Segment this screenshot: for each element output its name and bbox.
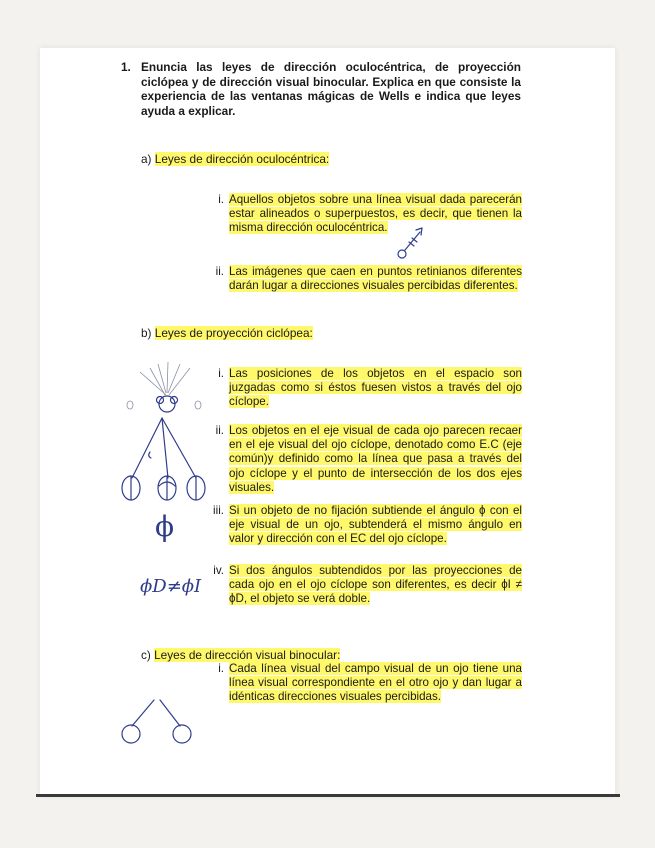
cyclops-eye-sketch-icon <box>127 362 201 412</box>
section-b-item-4-text: Si dos ángulos subtendidos por las proyecciones de cada ojo en el ojo cíclope son diferentes, es decir ϕI ≠ ϕD, el objeto se verá doble. <box>229 564 522 606</box>
question-number: 1. <box>121 60 131 74</box>
section-b-title: Leyes de proyección ciclópea: <box>154 326 313 340</box>
section-b-item-2-text: Los objetos en el eje visual de cada ojo parecen recaer en el eje visual del ojo cíclope, denotado como E.C (eje común)y definido como la línea que pasa a través del ojo cíclope y el punto de intersección de los dos ejes visuales. <box>229 424 522 494</box>
section-b-item-4-marker: iv. <box>213 564 224 577</box>
section-c-marker: c) <box>141 648 151 662</box>
section-a-item-2-marker: ii. <box>215 265 224 278</box>
section-a-item-1-text: Aquellos objetos sobre una línea visual dada parecerán estar alineados o superpuestos, es decir, que tienen la misma dirección oculocéntrica. <box>229 193 522 235</box>
section-b-marker: b) <box>141 326 152 340</box>
two-eyes-sketch-icon <box>122 700 191 743</box>
section-c-item-1-marker: i. <box>218 662 224 675</box>
section-b-item-2-marker: ii. <box>215 424 224 437</box>
three-eyes-sketch-icon <box>122 418 205 500</box>
section-a-item-1-marker: i. <box>218 193 224 206</box>
section-b-item-3-marker: iii. <box>213 504 224 517</box>
section-a-title: Leyes de dirección oculocéntrica: <box>154 152 330 166</box>
handwritten-phi: ϕ <box>155 510 175 543</box>
section-b-item-1-text: Las posiciones de los objetos en el espacio son juzgadas como si éstos fuesen vistos a través del ojo cíclope. <box>229 367 522 409</box>
section-b-item-3-text: Si un objeto de no fijación subtiende el ángulo ϕ con el eje visual de un ojo, subtenderá el mismo ángulo en valor y dirección con el EC del ojo cíclope. <box>229 504 522 546</box>
section-a-marker: a) <box>141 152 152 166</box>
handwritten-phi-inequality: ϕD≠ϕI <box>140 576 202 597</box>
section-c-item-1-text: Cada línea visual del campo visual de un ojo tiene una línea visual correspondiente en el otro ojo y dan lugar a idénticas direcciones visuales percibidas. <box>229 662 522 704</box>
arrow-eye-sketch-icon <box>398 228 422 258</box>
section-b-item-1-marker: i. <box>218 367 224 380</box>
question-text: Enuncia las leyes de dirección oculocéntrica, de proyección ciclópea y de dirección visual binocular. Explica en que consiste la experiencia de las ventanas mágicas de Wells e indica que leyes ayuda a explicar. <box>141 60 521 118</box>
section-a-item-2-text: Las imágenes que caen en puntos retinianos diferentes darán lugar a direcciones visuales percibidas diferentes. <box>229 265 522 293</box>
section-c-title: Leyes de dirección visual binocular: <box>154 648 341 662</box>
